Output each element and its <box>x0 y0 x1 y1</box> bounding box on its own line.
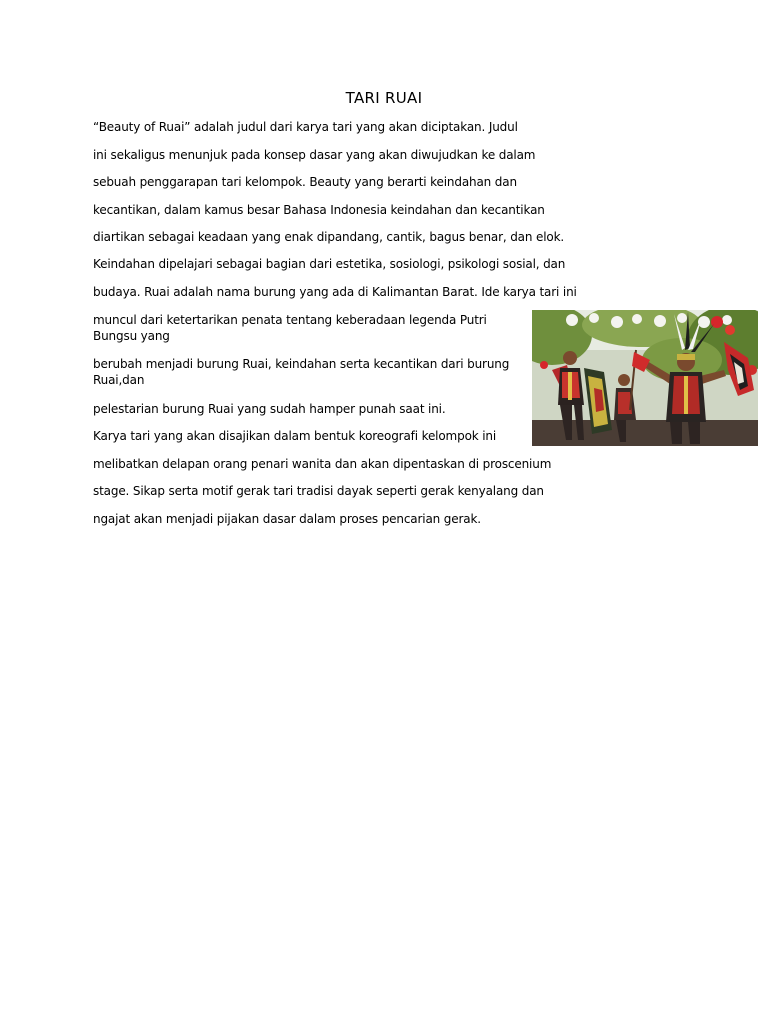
body-line: sebuah penggarapan tari kelompok. Beauty yang berarti keindahan dan <box>93 175 517 189</box>
body-line: budaya. Ruai adalah nama burung yang ada di Kalimantan Barat. Ide karya tari ini <box>93 285 577 299</box>
body-line: Karya tari yang akan disajikan dalam bentuk koreografi kelompok ini <box>93 429 497 443</box>
body-line: diartikan sebagai keadaan yang enak dipandang, cantik, bagus benar, dan elok. <box>93 230 565 244</box>
body-line: stage. Sikap serta motif gerak tari tradisi dayak seperti gerak kenyalang dan <box>93 484 544 498</box>
dayak-dancers-photo <box>532 310 758 446</box>
body-line: pelestarian burung Ruai yang sudah hamper punah saat ini. <box>93 402 446 416</box>
body-line: “Beauty of Ruai” adalah judul dari karya tari yang akan diciptakan. Judul <box>93 120 518 134</box>
body-line: berubah menjadi burung Ruai, keindahan serta kecantikan dari burung <box>93 357 510 371</box>
body-line: kecantikan, dalam kamus besar Bahasa Indonesia keindahan dan kecantikan <box>93 203 545 217</box>
body-line: Keindahan dipelajari sebagai bagian dari estetika, sosiologi, psikologi sosial, dan <box>93 257 566 271</box>
body-line: muncul dari ketertarikan penata tentang keberadaan legenda Putri <box>93 313 487 327</box>
body-line: ini sekaligus menunjuk pada konsep dasar yang akan diwujudkan ke dalam <box>93 148 536 162</box>
document-title: TARI RUAI <box>345 89 423 107</box>
body-line: Bungsu yang <box>93 329 170 343</box>
body-line: ngajat akan menjadi pijakan dasar dalam proses pencarian gerak. <box>93 512 481 526</box>
body-line: Ruai,dan <box>93 373 145 387</box>
body-line: melibatkan delapan orang penari wanita dan akan dipentaskan di proscenium <box>93 457 552 471</box>
